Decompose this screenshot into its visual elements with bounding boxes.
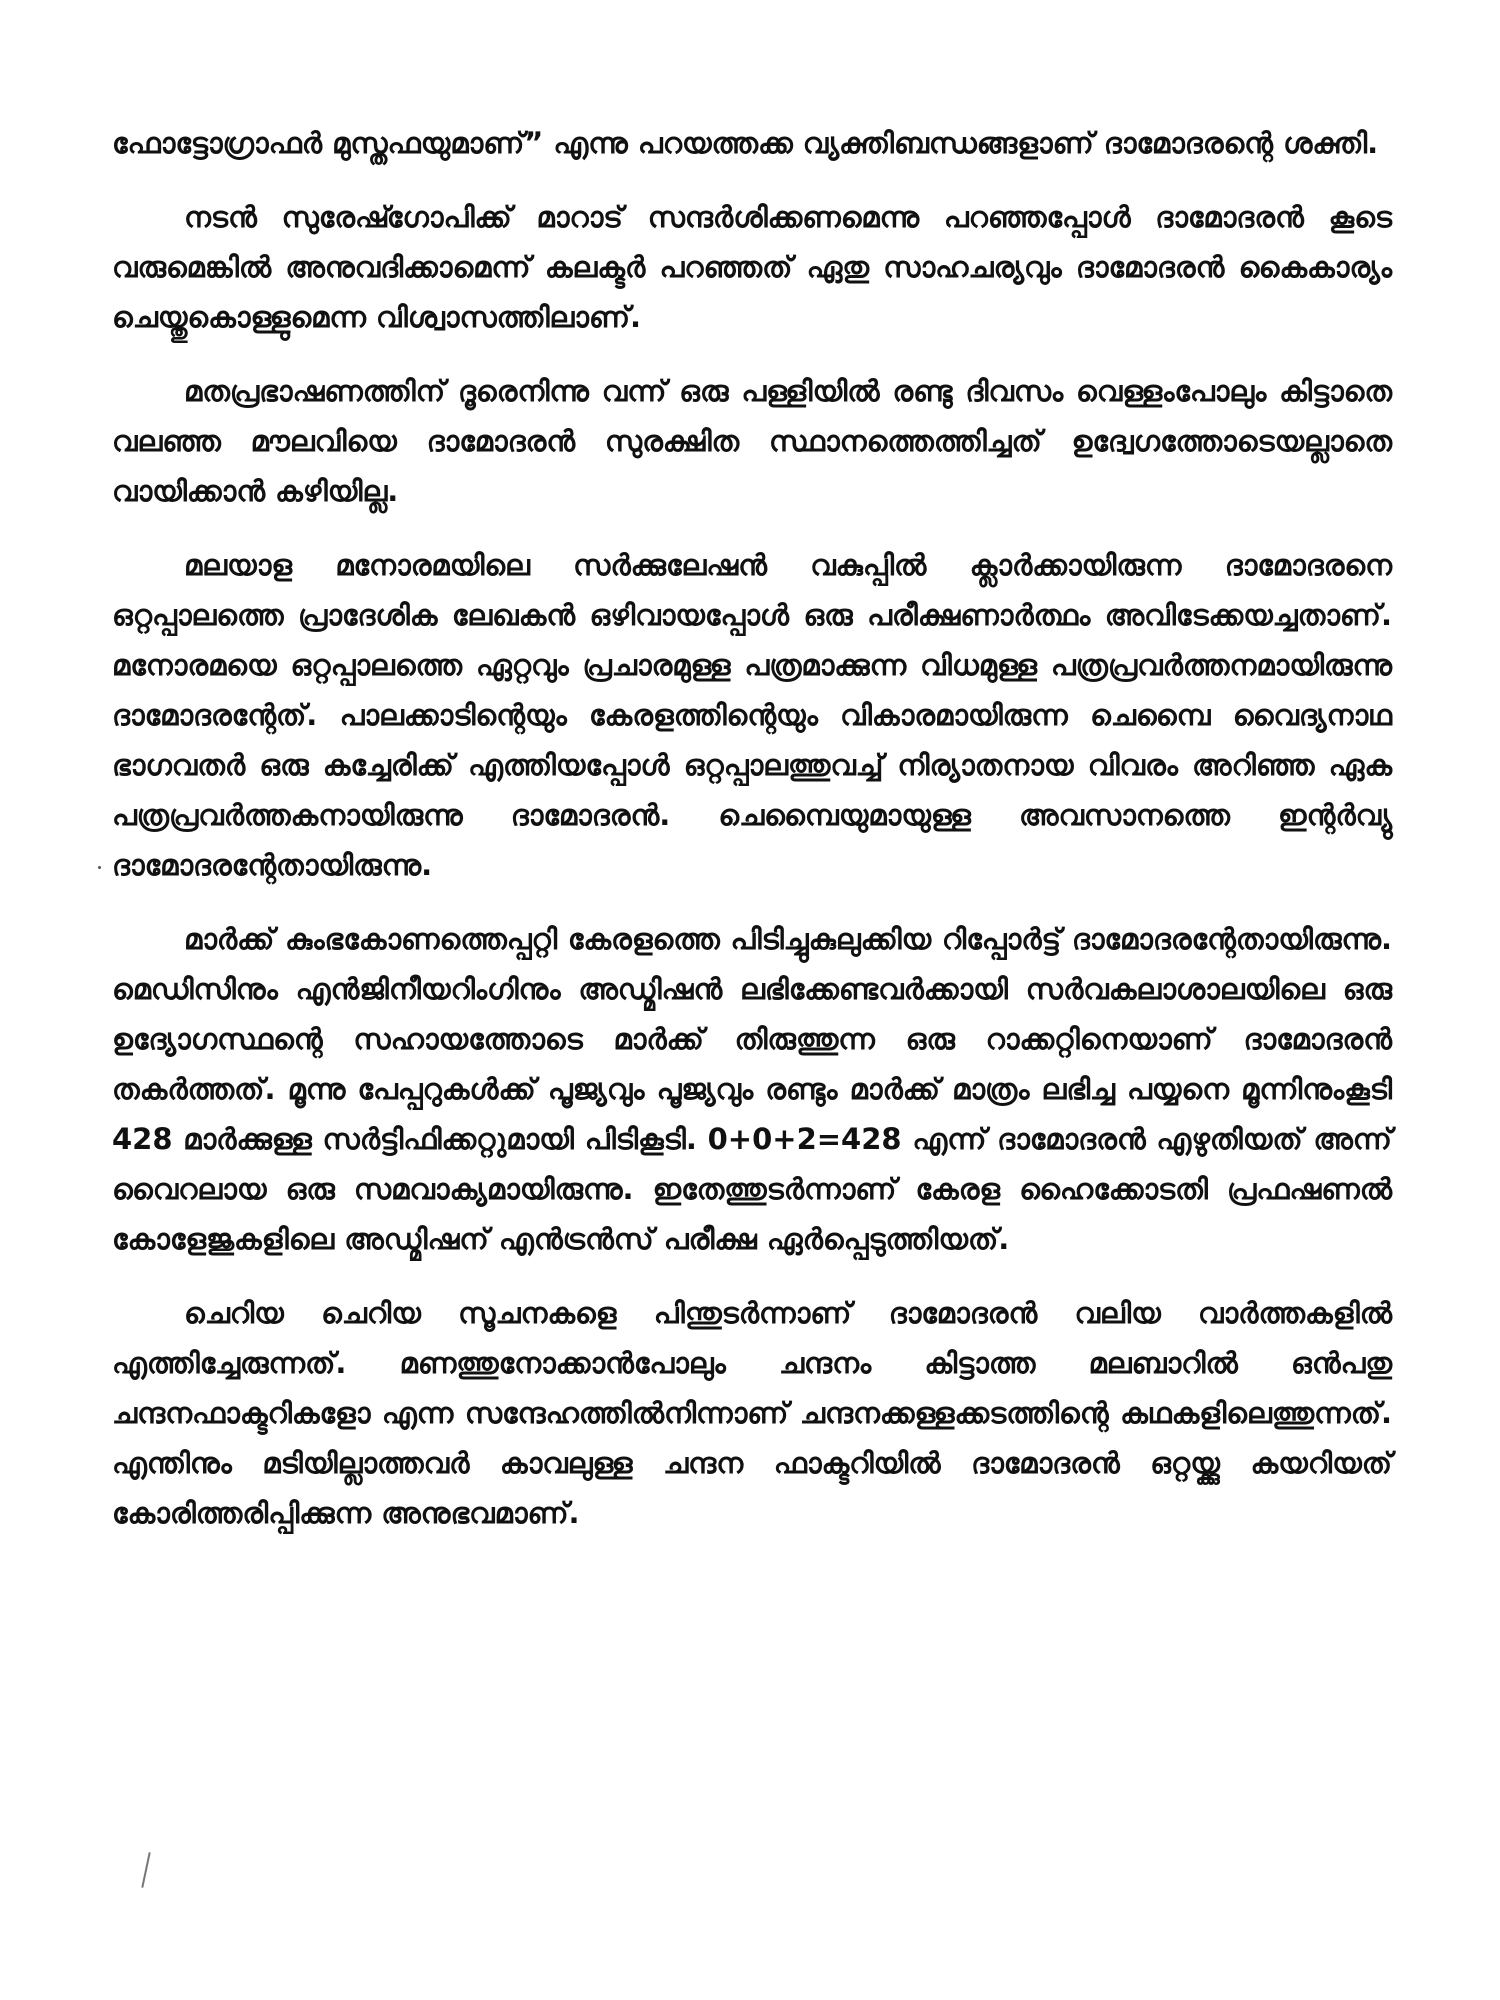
paragraph: മാർക്ക് കുംഭകോണത്തെപ്പറ്റി കേരളത്തെ പിടിച്ചുകുലുക്കിയ റിപ്പോർട്ട് ദാമോദരന്റേതായിരുന്നു. മെഡിസിനും എൻജിനീയറിംഗിനും അഡ്മിഷൻ ലഭിക്കേണ്ടവർക്കായി സർവകലാശാലയിലെ ഒരു ഉദ്യോഗസ്ഥന്റെ സഹായത്തോടെ മാർക്ക് തിരുത്തുന്ന ഒരു റാക്കറ്റിനെയാണ് ദാമോദരൻ തകർത്തത്. മൂന്നു പേപ്പറുകൾക്ക് പൂജ്യവും പൂജ്യവും രണ്ടും മാർക്ക് മാത്രം ലഭിച്ച പയ്യനെ മൂന്നിനുംകൂടി 428 മാർക്കുള്ള സർട്ടിഫിക്കറ്റുമായി പിടികൂടി. 0+0+2=428 എന്ന് ദാമോദരൻ എഴുതിയത് അന്ന് വൈറലായ ഒരു സമവാക്യമായിരുന്നു. ഇതേത്തുടർന്നാണ് കേരള ഹൈക്കോടതി പ്രഫഷണൽ കോളേജുകളിലെ അഡ്മിഷന് എൻട്രൻസ് പരീക്ഷ ഏർപ്പെടുത്തിയത്. bbox=[112, 922, 1392, 1256]
paragraph: ഫോട്ടോഗ്രാഫർ മുസ്തഫയുമാണ്” എന്നു പറയത്തക്ക വ്യക്തിബന്ധങ്ങളാണ് ദാമോദരന്റെ ശക്തി. bbox=[112, 126, 1379, 160]
paragraph: മലയാള മനോരമയിലെ സർക്കുലേഷൻ വകുപ്പിൽ ക്ലാർക്കായിരുന്ന ദാമോദരനെ ഒറ്റപ്പാലത്തെ പ്രാദേശിക ലേഖകൻ ഒഴിവായപ്പോൾ ഒരു പരീക്ഷണാർത്ഥം അവിടേക്കയച്ചതാണ്. മനോരമയെ ഒറ്റപ്പാലത്തെ ഏറ്റവും പ്രചാരമുള്ള പത്രമാക്കുന്ന വിധമുള്ള പത്രപ്രവർത്തനമായിരുന്നു ദാമോദരന്റേത്. പാലക്കാടിന്റെയും കേരളത്തിന്റെയും വികാരമായിരുന്ന ചെമ്പൈ വൈദ്യനാഥ ഭാഗവതർ ഒരു കച്ചേരിക്ക് എത്തിയപ്പോൾ ഒറ്റപ്പാലത്തുവച്ച് നിര്യാതനായ വിവരം അറിഞ്ഞ ഏക പത്രപ്രവർത്തകനായിരുന്നു ദാമോദരൻ. ചെമ്പൈയുമായുള്ള അവസാനത്തെ ഇന്റർവ്യു ദാമോദരന്റേതായിരുന്നു. bbox=[112, 548, 1392, 882]
body-text bbox=[112, 118, 1392, 1562]
paragraph: മതപ്രഭാഷണത്തിന് ദൂരെനിന്നു വന്ന് ഒരു പള്ളിയിൽ രണ്ടു ദിവസം വെള്ളംപോലും കിട്ടാതെ വലഞ്ഞ മൗലവിയെ ദാമോദരൻ സുരക്ഷിത സ്ഥാനത്തെത്തിച്ചത് ഉദ്വേഗത്തോടെയല്ലാതെ വായിക്കാൻ കഴിയില്ല. bbox=[112, 374, 1392, 508]
scan-pen-mark bbox=[141, 1852, 150, 1888]
paragraph: നടൻ സുരേഷ്ഗോപിക്ക് മാറാട് സന്ദർശിക്കണമെന്നു പറഞ്ഞപ്പോൾ ദാമോദരൻ കൂടെ വരുമെങ്കിൽ അനുവദിക്കാമെന്ന് കലക്ടർ പറഞ്ഞത് ഏതു സാഹചര്യവും ദാമോദരൻ കൈകാര്യം ചെയ്തുകൊള്ളുമെന്ന വിശ്വാസത്തിലാണ്. bbox=[112, 200, 1392, 334]
paragraph: ചെറിയ ചെറിയ സൂചനകളെ പിന്തുടർന്നാണ് ദാമോദരൻ വലിയ വാർത്തകളിൽ എത്തിച്ചേരുന്നത്. മണത്തുനോക്കാൻപോലും ചന്ദനം കിട്ടാത്ത മലബാറിൽ ഒൻപതു ചന്ദനഫാക്ടറികളോ എന്ന സന്ദേഹത്തിൽനിന്നാണ് ചന്ദനക്കള്ളക്കടത്തിന്റെ കഥകളിലെത്തുന്നത്. എന്തിനും മടിയില്ലാത്തവർ കാവലുള്ള ചന്ദന ഫാക്ടറിയിൽ ദാമോദരൻ ഒറ്റയ്ക്കു കയറിയത് കോരിത്തരിപ്പിക്കുന്ന അനുഭവമാണ്. bbox=[112, 1296, 1392, 1530]
scan-speck bbox=[98, 866, 101, 869]
